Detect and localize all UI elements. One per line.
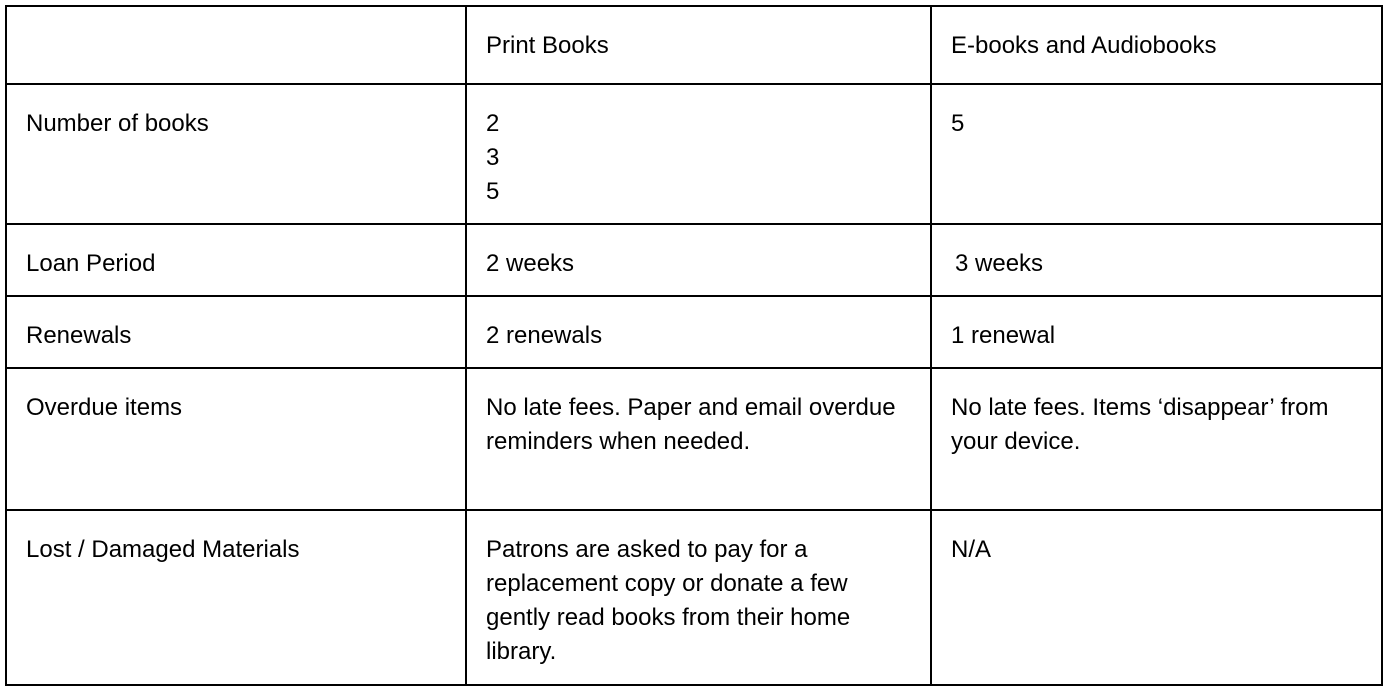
print-loan-period: 2 weeks	[466, 224, 931, 296]
ebook-number-of-books: 5	[931, 84, 1382, 224]
loan-policy-table	[5, 5, 1383, 686]
row-label-loan-period: Loan Period	[6, 224, 466, 296]
ebook-overdue-items: No late fees. Items ‘disappear’ from your device.	[931, 368, 1382, 510]
print-lost-damaged-materials: Patrons are asked to pay for a replacement copy or donate a few gently read books from their home library.	[466, 510, 931, 685]
table-row	[6, 368, 1382, 510]
header-print-books: Print Books	[466, 6, 931, 84]
table-row	[6, 296, 1382, 368]
row-label-number-of-books: Number of books	[6, 84, 466, 224]
print-renewals: 2 renewals	[466, 296, 931, 368]
row-label-renewals: Renewals	[6, 296, 466, 368]
print-number-option: 3	[486, 144, 500, 171]
print-number-option: 5	[486, 178, 500, 205]
table-row	[6, 224, 1382, 296]
print-overdue-items: No late fees. Paper and email overdue reminders when needed.	[466, 368, 931, 510]
ebook-lost-damaged-materials: N/A	[931, 510, 1382, 685]
table-header-row	[6, 6, 1382, 84]
row-label-lost-damaged-materials: Lost / Damaged Materials	[6, 510, 466, 685]
row-label-overdue-items: Overdue items	[6, 368, 466, 510]
print-number-option: 2	[486, 110, 500, 137]
print-number-of-books-cell	[466, 84, 931, 224]
ebook-renewals: 1 renewal	[931, 296, 1382, 368]
ebook-loan-period: 3 weeks	[931, 224, 1382, 296]
table-row	[6, 510, 1382, 685]
table-row	[6, 84, 1382, 224]
header-blank-cell	[6, 6, 466, 84]
header-ebooks-audiobooks: E-books and Audiobooks	[931, 6, 1382, 84]
